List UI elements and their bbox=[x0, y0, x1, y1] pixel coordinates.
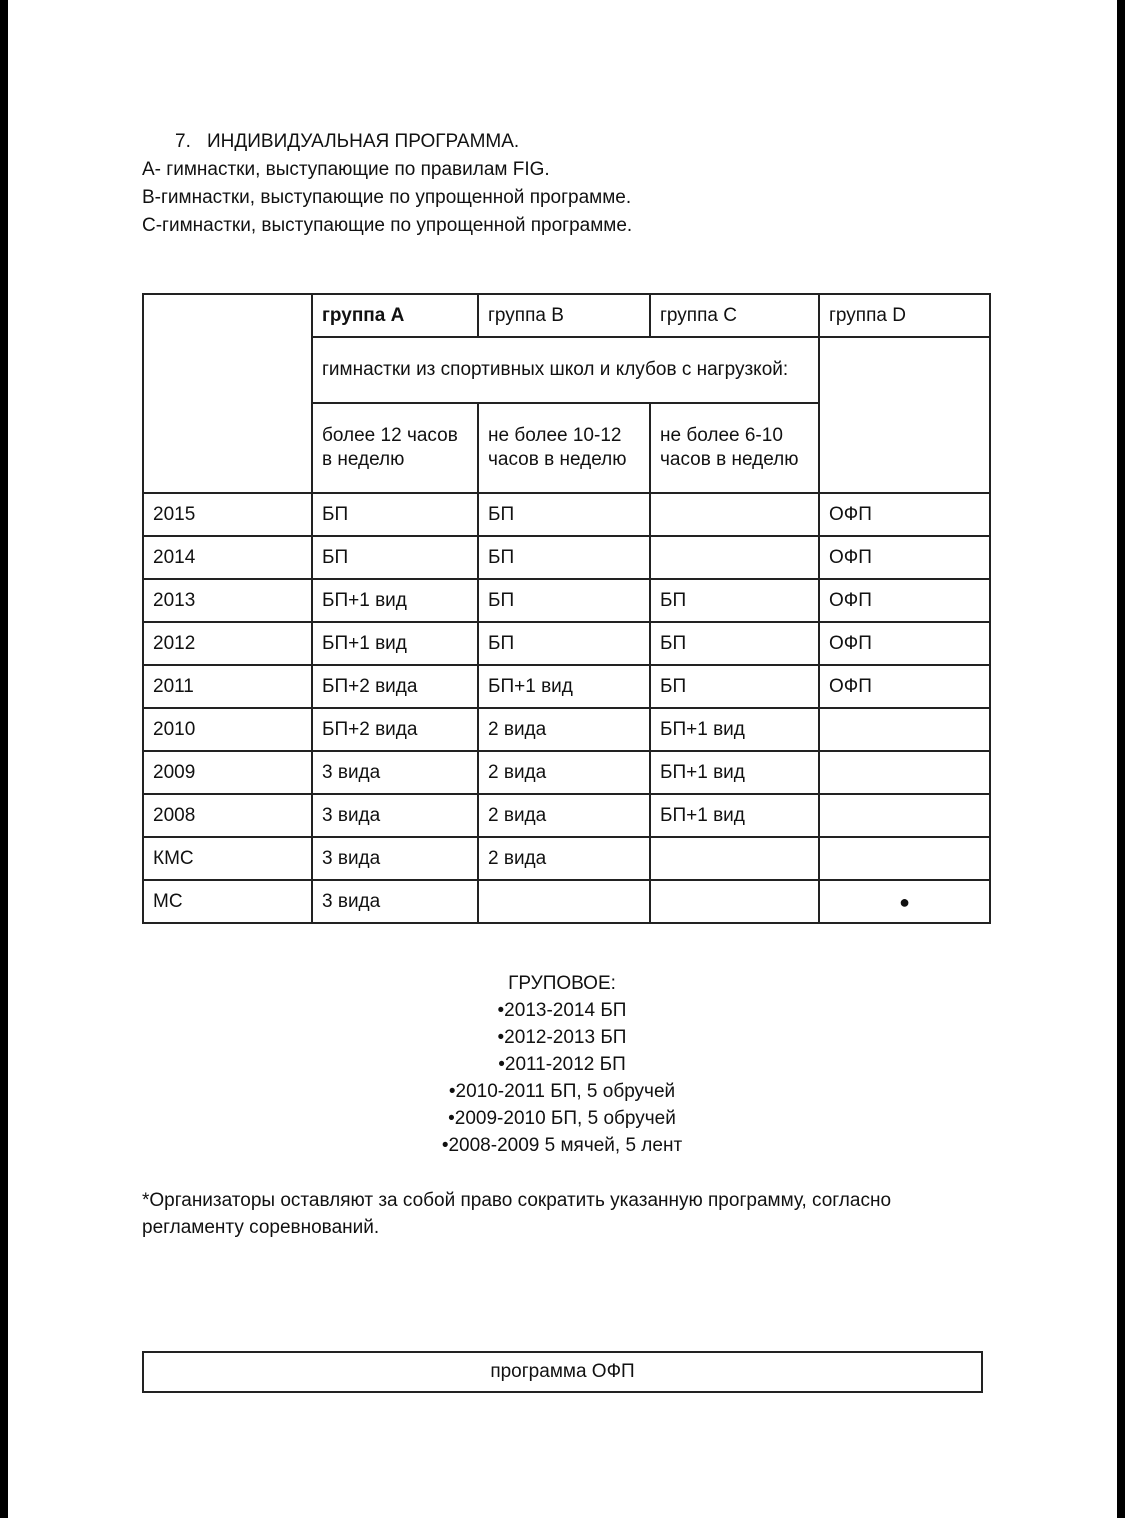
row-value-cell: 2 вида bbox=[478, 708, 650, 751]
group-item: •2010-2011 БП, 5 обручей bbox=[448, 1081, 676, 1102]
row-value-cell: ОФП bbox=[819, 579, 990, 622]
row-value-cell: БП+1 вид bbox=[312, 622, 478, 665]
row-year-cell: 2014 bbox=[143, 536, 312, 579]
row-value-cell bbox=[478, 880, 650, 923]
row-value-cell bbox=[650, 536, 819, 579]
table-row bbox=[143, 837, 990, 880]
table-header-row bbox=[143, 294, 990, 337]
row-value-cell: 2 вида bbox=[478, 837, 650, 880]
row-value-cell: БП+1 вид bbox=[650, 708, 819, 751]
group-d-blank-cell bbox=[819, 337, 990, 493]
section-line-b: В-гимнастки, выступающие по упрощенной программе. bbox=[142, 187, 632, 208]
row-value-cell: ОФП bbox=[819, 622, 990, 665]
subheader-cell: гимнастки из спортивных школ и клубов с нагрузкой: bbox=[312, 337, 819, 403]
row-value-cell: 2 вида bbox=[478, 794, 650, 837]
organizers-note: *Организаторы оставляют за собой право сократить указанную программу, согласно регламенту соревнований. bbox=[142, 1190, 892, 1238]
table-row bbox=[143, 708, 990, 751]
row-value-cell: БП+1 вид bbox=[650, 794, 819, 837]
header-group-a: группа А bbox=[312, 294, 478, 337]
row-value-cell bbox=[819, 751, 990, 794]
page-edge-right bbox=[1117, 0, 1125, 1518]
row-value-cell: ОФП bbox=[819, 536, 990, 579]
section-line-a: А- гимнастки, выступающие по правилам FIG. bbox=[142, 159, 550, 180]
table-row bbox=[143, 493, 990, 536]
load-group-b: не более 10-12 часов в неделю bbox=[478, 403, 650, 493]
row-value-cell: БП+1 вид bbox=[312, 579, 478, 622]
table-body bbox=[143, 493, 990, 923]
section-title bbox=[142, 128, 632, 156]
row-year-cell: 2012 bbox=[143, 622, 312, 665]
row-year-cell: КМС bbox=[143, 837, 312, 880]
row-year-cell: МС bbox=[143, 880, 312, 923]
row-year-cell: 2008 bbox=[143, 794, 312, 837]
row-year-cell: 2010 bbox=[143, 708, 312, 751]
page-edge-left bbox=[0, 0, 8, 1518]
row-value-cell bbox=[650, 837, 819, 880]
row-value-cell bbox=[650, 493, 819, 536]
table-row bbox=[143, 751, 990, 794]
row-year-cell: 2011 bbox=[143, 665, 312, 708]
row-value-cell bbox=[819, 794, 990, 837]
row-value-cell: БП bbox=[650, 579, 819, 622]
row-value-cell: 3 вида bbox=[312, 837, 478, 880]
header-group-c: группа С bbox=[650, 294, 819, 337]
group-item: •2013-2014 БП bbox=[497, 1000, 627, 1021]
header-group-d: группа D bbox=[819, 294, 990, 337]
row-value-cell: БП bbox=[478, 622, 650, 665]
row-value-cell: БП+2 вида bbox=[312, 708, 478, 751]
row-value-cell: ОФП bbox=[819, 665, 990, 708]
header-group-b: группа В bbox=[478, 294, 650, 337]
row-value-cell bbox=[819, 708, 990, 751]
row-value-cell: 2 вида bbox=[478, 751, 650, 794]
row-year-cell: 2015 bbox=[143, 493, 312, 536]
table-row bbox=[143, 880, 990, 923]
row-value-cell: БП bbox=[478, 579, 650, 622]
group-title: ГРУПОВОЕ: bbox=[508, 973, 616, 994]
row-value-cell: БП+1 вид bbox=[478, 665, 650, 708]
section-number: 7. bbox=[175, 131, 191, 152]
load-group-c: не более 6-10 часов в неделю bbox=[650, 403, 819, 493]
table-row bbox=[143, 579, 990, 622]
ofp-program-label: программа ОФП bbox=[490, 1361, 635, 1382]
section-title-text: ИНДИВИДУАЛЬНАЯ ПРОГРАММА. bbox=[207, 131, 520, 152]
row-value-cell: БП+2 вида bbox=[312, 665, 478, 708]
row-value-cell: 3 вида bbox=[312, 880, 478, 923]
row-value-cell: БП bbox=[650, 665, 819, 708]
load-group-a: более 12 часов в неделю bbox=[312, 403, 478, 493]
row-year-cell: 2009 bbox=[143, 751, 312, 794]
table-row bbox=[143, 794, 990, 837]
group-program bbox=[142, 970, 982, 1159]
section-line-c: С-гимнастки, выступающие по упрощенной программе. bbox=[142, 215, 633, 236]
group-item: •2008-2009 5 мячей, 5 лент bbox=[441, 1135, 683, 1156]
row-value-cell bbox=[650, 880, 819, 923]
table-row bbox=[143, 622, 990, 665]
row-year-cell: 2013 bbox=[143, 579, 312, 622]
group-item: •2012-2013 БП bbox=[497, 1027, 627, 1048]
row-value-cell: БП bbox=[650, 622, 819, 665]
table-corner-cell bbox=[143, 294, 312, 493]
group-item: •2011-2012 БП bbox=[498, 1054, 626, 1075]
row-value-cell: БП+1 вид bbox=[650, 751, 819, 794]
group-item: •2009-2010 БП, 5 обручей bbox=[448, 1108, 676, 1129]
row-value-cell: ● bbox=[819, 880, 990, 923]
section-heading bbox=[142, 128, 632, 240]
ofp-program-box bbox=[142, 1351, 983, 1393]
row-value-cell bbox=[819, 837, 990, 880]
row-value-cell: 3 вида bbox=[312, 794, 478, 837]
row-value-cell: ОФП bbox=[819, 493, 990, 536]
row-value-cell: БП bbox=[478, 536, 650, 579]
table-row bbox=[143, 536, 990, 579]
program-table bbox=[142, 293, 991, 924]
row-value-cell: 3 вида bbox=[312, 751, 478, 794]
row-value-cell: БП bbox=[478, 493, 650, 536]
table-row bbox=[143, 665, 990, 708]
row-value-cell: БП bbox=[312, 493, 478, 536]
row-value-cell: БП bbox=[312, 536, 478, 579]
